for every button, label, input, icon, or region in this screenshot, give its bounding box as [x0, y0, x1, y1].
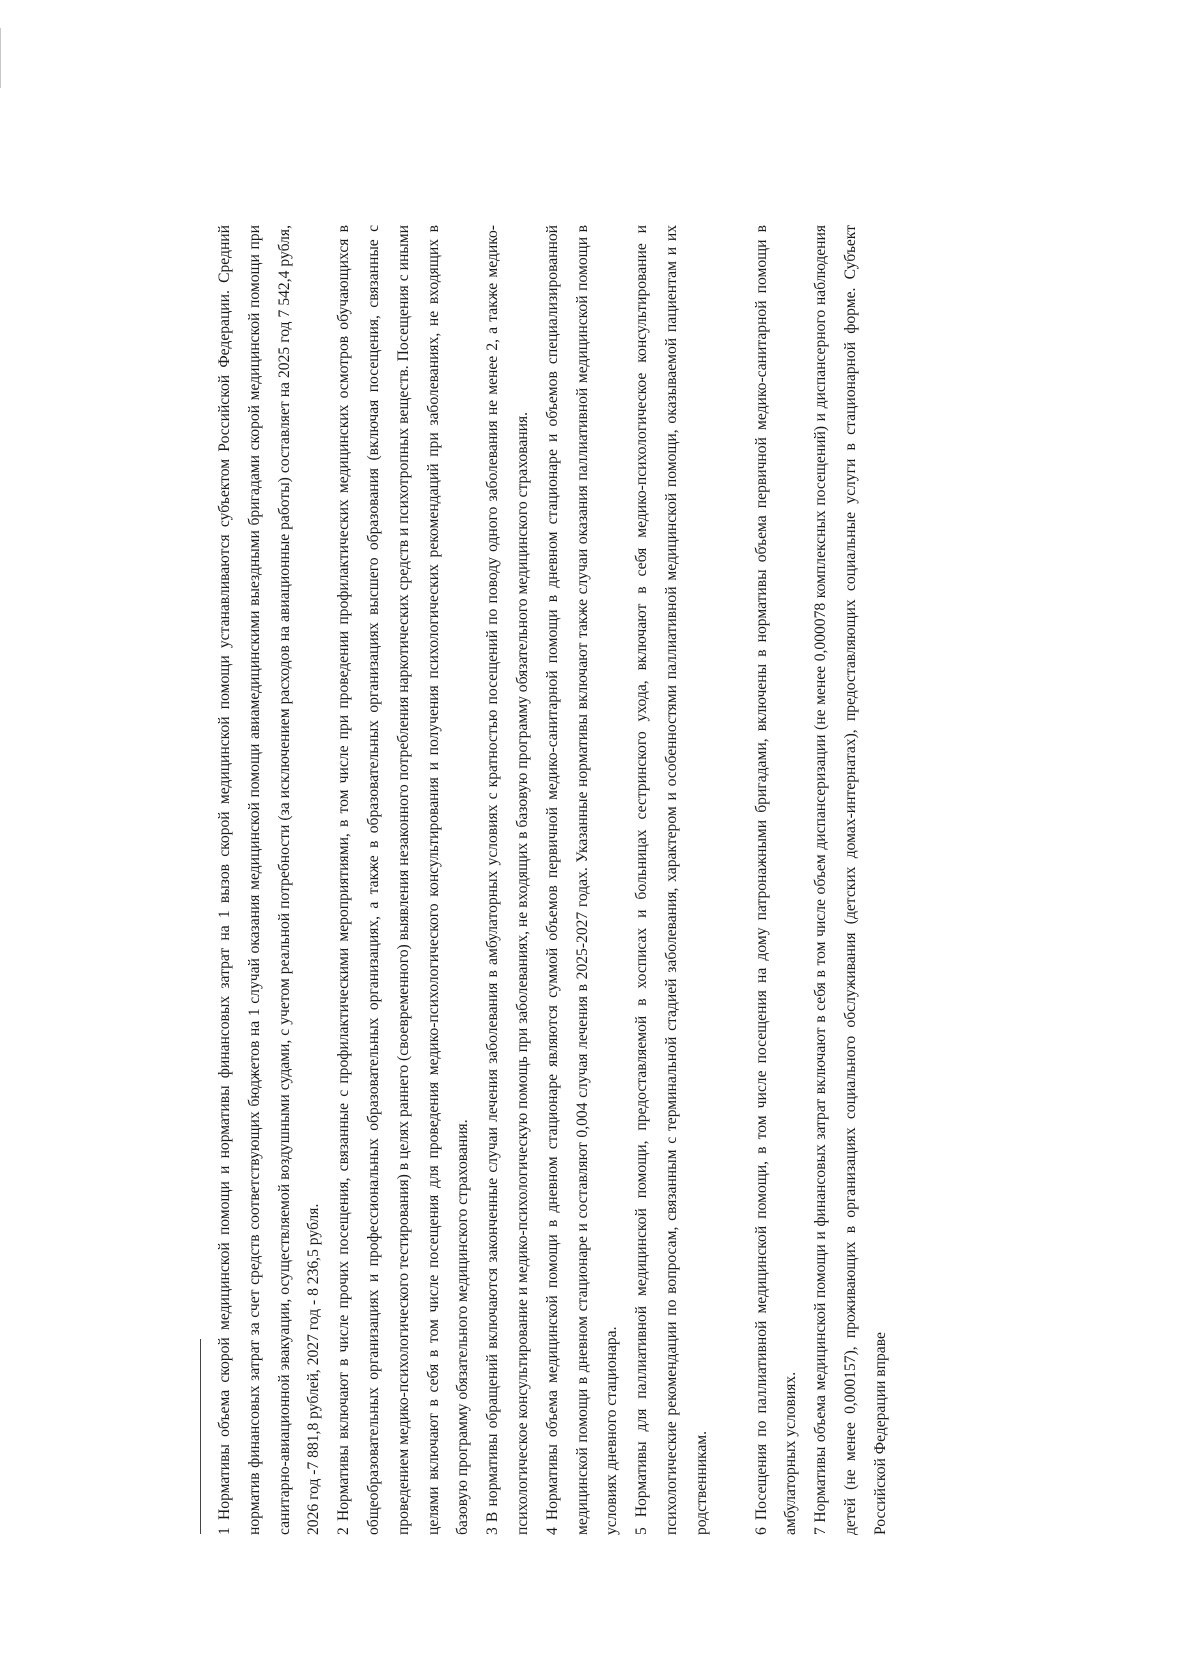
footnote-7: 7 Нормативы объема медицинской помощи и финансовых затрат включают в себя в том числе объем диспансеризации (не менее 0,000078 комплексных посещений) и диспансерного наблюдения детей (не менее 0,000157), проживающих в организациях социального обслуживания (детских домах-интернатах), предоставляющих социальные услуги в стационарной форме. Субъект Российской Федерации вправе — [812, 225, 889, 1535]
rotated-page-content — [200, 225, 896, 1535]
footnote-5: 5 Нормативы для паллиативной медицинской помощи, предоставляемой в хосписах и больницах сестринского ухода, включают в себя медико-психологическое консультирование и психологические рекомендации по вопросам, связанным с терминальной стадией заболевания, характером и особенностями паллиативной медицинской помощи, оказываемой пациентам и их родственникам. — [633, 225, 710, 1535]
paragraph-gap — [717, 225, 747, 1535]
footnote-3: 3 В нормативы обращений включаются законченные случаи лечения заболевания в амбулаторных условиях с кратностью посещений по поводу одного заболевания не менее 2, а также медико-психологическое консультирование и медико-психологическую помощь при заболеваниях, не входящих в базовую программу обязательного медицинского страхования. — [484, 225, 531, 1535]
scan-edge-mark — [0, 28, 5, 88]
footnote-1: 1 Нормативы объема скорой медицинской помощи и нормативы финансовых затрат на 1 вызов скорой медицинской помощи устанавливаются субъектом Российской Федерации. Средний норматив финансовых затрат за счет средств соответствующих бюджетов на 1 случай оказания медицинской помощи авиамедицинскими выездными бригадами скорой медицинской помощи при санитарно-авиационной эвакуации, осуществляемой воздушными судами, с учетом реальной потребности (за исключением расходов на авиационные работы) составляет на 2025 год 7 542,4 рубля, 2026 год -7 881,8 рублей, 2027 год - 8 236,5 рубля. — [216, 225, 323, 1535]
footnote-4: 4 Нормативы объема медицинской помощи в дневном стационаре являются суммой объемов первичной медико-санитарной помощи в дневном стационаре и объемов специализированной медицинской помощи в дневном стационаре и составляют 0,004 случая лечения в 2025-2027 годах. Указанные нормативы включают также случаи оказания паллиативной медицинской помощи в условиях дневного стационара. — [543, 225, 621, 1535]
footnote-2: 2 Нормативы включают в числе прочих посещения, связанные с профилактическими мероприятиями, в том числе при проведении профилактических медицинских осмотров обучающихся в общеобразовательных организациях и профессиональных образовательных организациях, а также в образовательных организациях высшего образования (включая посещения, связанные с проведением медико-психологического тестирования) в целях раннего (своевременного) выявления незаконного потребления наркотических средств и психотропных веществ. Посещения с иными целями включают в себя в том числе посещения для проведения медико-психологического консультирования и получения психологических рекомендаций при заболеваниях, не входящих в базовую программу обязательного медицинского страхования. — [335, 225, 472, 1535]
footnote-6: 6 Посещения по паллиативной медицинской помощи, в том числе посещения на дому патронажными бригадами, включены в нормативы объема первичной медико-санитарной помощи в амбулаторных условиях. — [752, 225, 800, 1535]
footnote-separator — [200, 1339, 201, 1534]
